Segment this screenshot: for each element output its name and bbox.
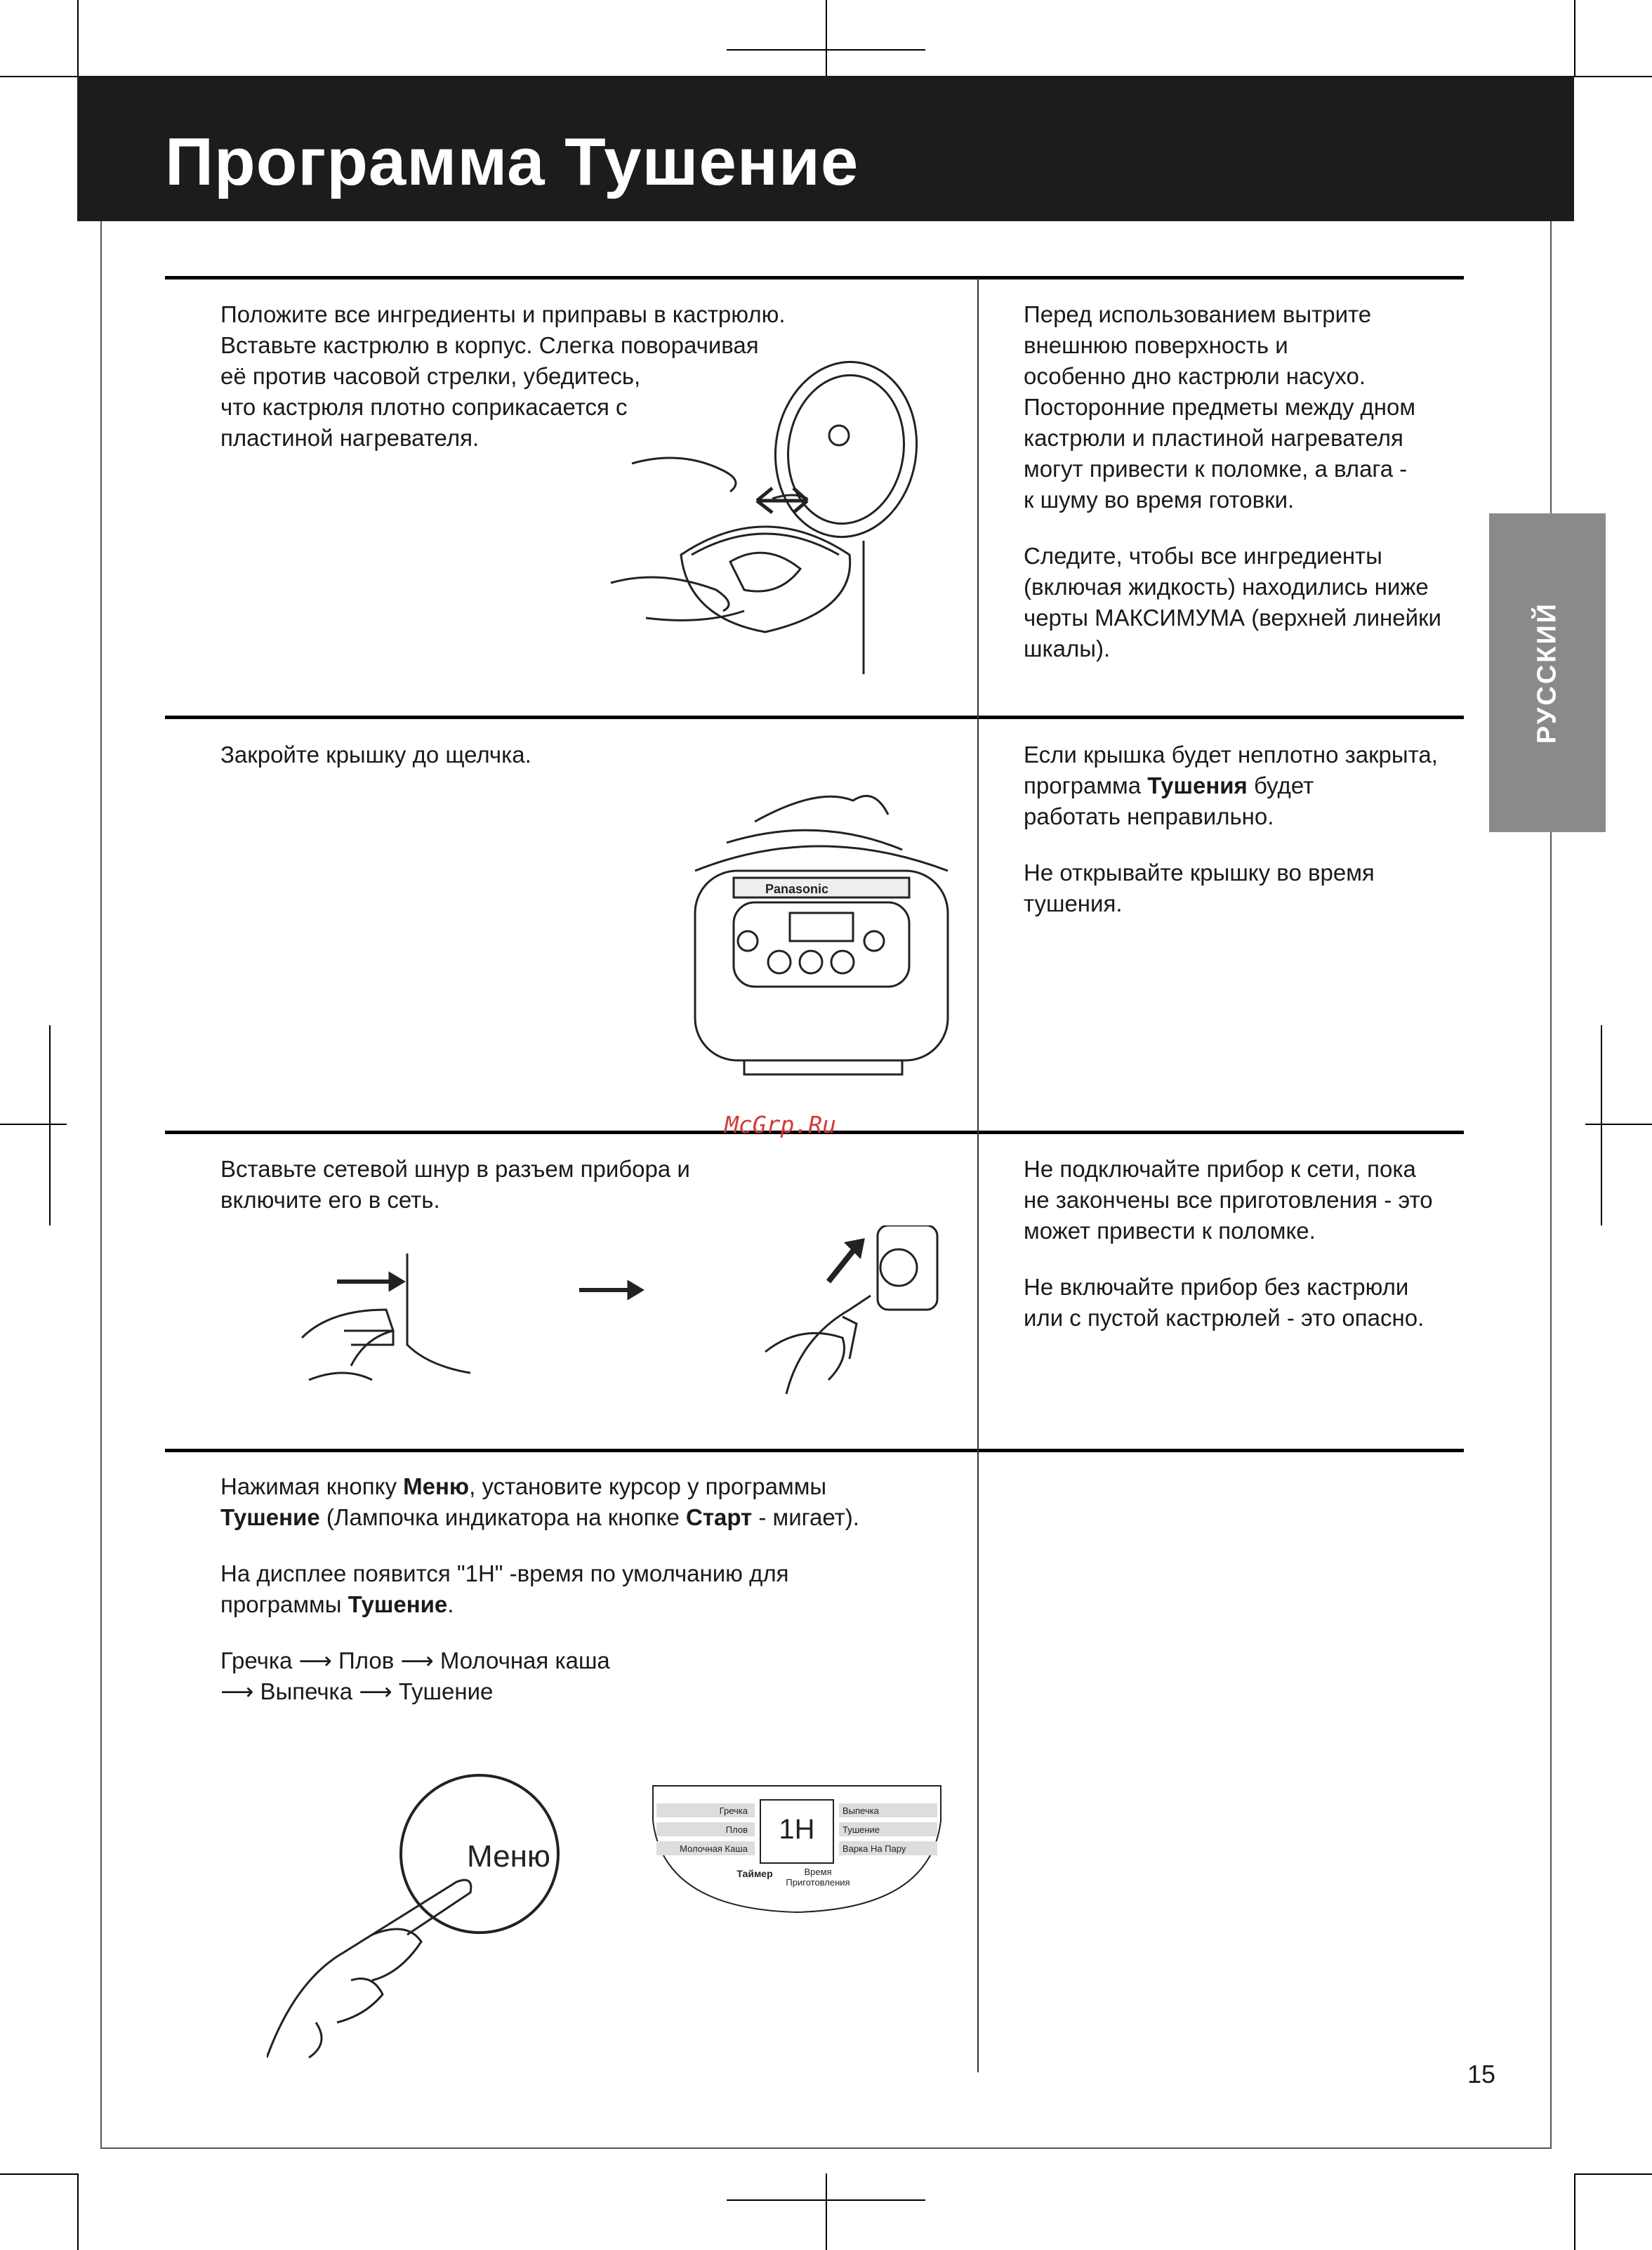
text-line: особенно дно кастрюли насухо. [1024,363,1366,389]
text-line: Перед использованием вытрите [1024,301,1372,327]
crop-mark [1585,1124,1652,1125]
text-line: к шуму во время готовки. [1024,487,1295,513]
text-line: Вставьте кастрюлю в корпус. Слегка поворачивая [220,332,759,358]
crop-mark [1574,76,1652,77]
panel-label: Гречка [719,1805,748,1816]
control-panel-illustration [649,1779,944,1926]
text-line: может привести к поломке. [1024,1218,1316,1244]
text-line: шкалы). [1024,636,1111,662]
page-frame [1550,98,1552,2149]
panel-label: Таймер [736,1868,773,1879]
crop-mark [0,1124,67,1125]
step2-instructions [220,739,531,770]
crop-mark [727,49,925,51]
panel-label: Время [804,1867,832,1877]
panel-label: Варка На Пару [842,1843,906,1854]
crop-mark [1574,2173,1575,2250]
step3-instructions [220,1154,690,1216]
crop-mark [0,76,77,77]
program-sequence: ⟶ Выпечка ⟶ Тушение [220,1678,494,1704]
crop-mark [0,2173,77,2175]
crop-mark [49,1025,51,1225]
title-bar [77,76,1574,221]
text-line: пластиной нагревателя. [220,425,480,451]
step3-notes [1024,1154,1433,1334]
text-line: Нажимая кнопку Меню, установите курсор у программы [220,1473,827,1499]
page-frame [100,2147,1552,2149]
language-tab [1489,513,1606,832]
panel-label: Тушение [842,1824,880,1835]
close-lid-illustration [692,772,951,1081]
step2-notes [1024,739,1438,919]
crop-mark [1574,0,1575,76]
crop-mark [1574,2173,1652,2175]
panel-display: 1H [779,1814,815,1845]
text-line: её против часовой стрелки, убедитесь, [220,363,641,389]
plug-in-illustration [288,1225,941,1408]
section-divider [165,716,1464,719]
text-line: тушения. [1024,890,1123,916]
text-line: Вставьте сетевой шнур в разъем прибора и [220,1156,690,1182]
watermark: McGrp.Ru [725,1111,836,1138]
text-line: включите его в сеть. [220,1187,440,1213]
page-title: Программа Тушение [165,124,859,199]
text-line: Не включайте прибор без кастрюли [1024,1274,1409,1300]
crop-mark [77,2173,79,2250]
text-line: программа Тушения будет [1024,772,1314,798]
section-divider [165,1449,1464,1452]
text-line: Следите, чтобы все ингредиенты [1024,543,1382,569]
crop-mark [826,2173,827,2250]
text-line: могут привести к поломке, а влага - [1024,456,1408,482]
text-line: что кастрюля плотно соприкасается с [220,394,628,420]
text-line: Если крышка будет неплотно закрыта, [1024,742,1438,768]
brand-logo: Panasonic [765,882,829,896]
text-line: программы Тушение. [220,1591,454,1617]
panel-label: Плов [725,1824,748,1835]
text-line: На дисплее появится "1H" -время по умолчанию для [220,1560,789,1586]
panel-label: Приготовления [786,1877,850,1888]
program-sequence: Гречка ⟶ Плов ⟶ Молочная каша [220,1647,610,1673]
step4-instructions [220,1471,859,1707]
crop-mark [1601,1025,1602,1225]
text-line: Закройте крышку до щелчка. [220,742,531,768]
page-frame [100,98,102,2149]
text-line: черты МАКСИМУМА (верхней линейки [1024,605,1441,631]
menu-button-label: Меню [467,1839,550,1874]
page-number: 15 [1467,2060,1496,2088]
text-line: Положите все ингредиенты и приправы в кастрюлю. [220,301,786,327]
menu-button-illustration [267,1770,604,2065]
text-line: или с пустой кастрюлей - это опасно. [1024,1305,1425,1331]
text-line: работать неправильно. [1024,803,1274,829]
crop-mark [826,0,827,77]
text-line: Не подключайте прибор к сети, пока [1024,1156,1416,1182]
section-divider [165,276,1464,279]
crop-mark [727,2199,925,2201]
pot-insertion-illustration [604,330,969,681]
crop-mark [77,0,79,76]
text-line: (включая жидкость) находились ниже [1024,574,1429,600]
column-divider [977,278,979,2072]
text-line: кастрюли и пластиной нагревателя [1024,425,1403,451]
panel-label: Выпечка [842,1805,879,1816]
text-line: Тушение (Лампочка индикатора на кнопке Старт - мигает). [220,1504,859,1530]
text-line: не закончены все приготовления - это [1024,1187,1433,1213]
text-line: внешнюю поверхность и [1024,332,1288,358]
text-line: Посторонние предметы между дном [1024,394,1416,420]
step1-notes [1024,299,1441,664]
text-line: Не открывайте крышку во время [1024,860,1375,886]
panel-label: Молочная Каша [680,1843,748,1854]
language-tab-label: РУССКИЙ [1532,601,1562,744]
